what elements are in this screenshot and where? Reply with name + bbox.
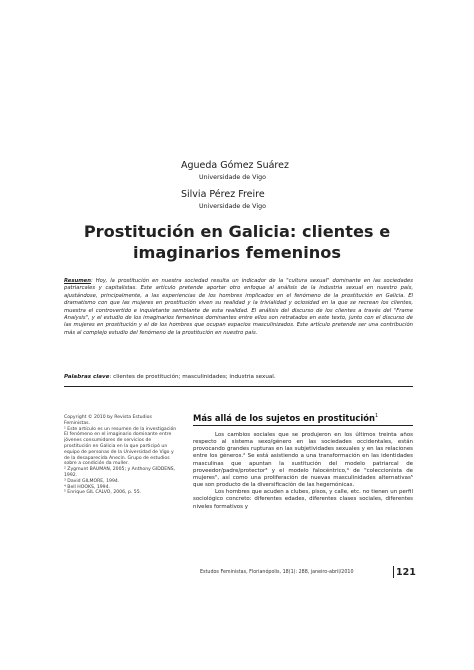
keywords-label: Palabras clave — [64, 374, 110, 380]
sidebar-notes — [64, 415, 178, 496]
section-heading-text: Más allá de los sujetos en prostitución — [193, 413, 375, 423]
page-number: 121 — [396, 567, 416, 578]
keywords — [64, 374, 413, 381]
footer-separator — [393, 566, 394, 578]
section-heading-footnote-ref: 1 — [374, 413, 379, 420]
footnote-4: ⁴ Bell HOOKS, 1994. — [64, 484, 110, 490]
author-name-1: Agueda Gómez Suárez — [181, 160, 289, 171]
abstract-text: : Hoy, la prostitución en nuestra sociedad resulta un indicador de la "cultura sexual" dominante en las sociedades patriarcales y capitalistas. Este artículo pretende aportar otro enfoque al análisis de la industria sexual en nuestro país, ajustándose, principalmente, a las experiencias de los hombres implicados en el fenómeno de la prostitución en Galicia. El dramatismo con que las mujeres en prostitución viven su realidad y la trivialidad y ociosidad en la que se recrean los clientes, muestra el controvertido e inquietante semblante de esta realidad. El análisis del discurso de los clientes a través del "Frame Analysis", y el estudio de los imaginarios femeninos dominantes entre ellos son retratados en este texto, junto con el discurso de las mujeres en prostitución y el de los hombres que ocupan espacios masculinizados. Este artículo pretende ser una contribución más al complejo estudio del fenómeno de la prostitución en nuestro país. — [64, 278, 413, 336]
author-name-2: Silvia Pérez Freire — [181, 189, 265, 200]
section-heading — [193, 413, 378, 423]
running-footer: Estudos Feministas, Florianópolis, 18(1): 288, janeiro-abril/2010 — [200, 570, 354, 575]
title-line-1: Prostitución en Galicia: clientes e — [83, 222, 391, 241]
article-title — [60, 221, 414, 263]
footnote-5: ⁵ Enrique GIL CALVO, 2006, p. 55. — [64, 490, 142, 496]
section-heading-rule — [193, 425, 413, 426]
abstract-label: Resumen — [64, 278, 91, 284]
body-text — [193, 432, 413, 511]
keywords-text: : clientes de prostitución; masculinidades; industria sexual. — [109, 374, 276, 380]
copyright-note: Copyright © 2010 by Revista Estudios Feministas. — [64, 415, 152, 426]
title-line-2: imaginarios femeninos — [132, 243, 342, 262]
body-paragraph-1: Los cambios sociales que se produjeron en los últimos treinta años respecto al sistema sexo/género en las sociedades occidentales, están provocando grandes rupturas en las subjetividades sexuales y en las relaciones entre los géneros.² Se está asistiendo a una transformación en las identidades masculinas que apuntan la sustitución del modelo patriarcal de proveedor/padre/protector³ y el modelo falocéntrico,⁴ de "coleccionista de mujeres", así como una proliferación de nuevas masculinidades alternativas⁵ que son producto de la diversificación de las hegemónicas. — [193, 432, 413, 489]
footnote-3: ³ David GILMORE, 1994. — [64, 478, 120, 484]
author-affiliation-2: Universidade de Vigo — [199, 203, 266, 210]
abstract-divider — [64, 386, 413, 387]
abstract — [64, 278, 413, 337]
body-paragraph-2: Los hombres que acuden a clubes, pisos, y calle, etc. no tienen un perfil sociológico concreto: diferentes edades, diferentes clases sociales, diferentes niveles formativos y — [193, 489, 413, 510]
footnote-1: ¹ Este artículo es un resumen de la investigación El fenómeno en el imaginario dominante entre jóvenes consumidores de servicios de prostitución en Galicia en la que participó un equipo de personas de la Universidad de Vigo y de la desaparecida Anecín. Grupo de estudios sobre a condición da muller. — [64, 426, 177, 467]
footnote-2: ² Zygmunt BAUMAN, 2005; y Anthony GIDDENS, 1992. — [64, 467, 176, 478]
author-affiliation-1: Universidade de Vigo — [199, 174, 266, 181]
